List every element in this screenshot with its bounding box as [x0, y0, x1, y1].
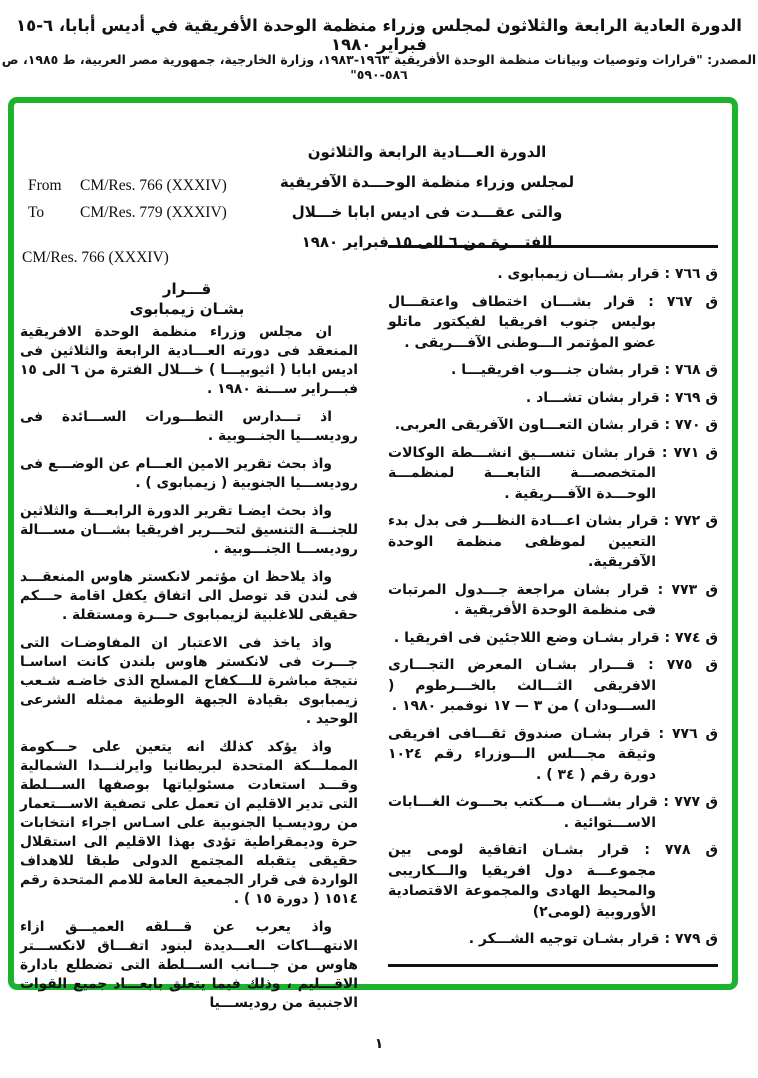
paragraph: واذ يعرب عن قـــلقه العميـــق ازاء الانتهـــاكات العـــديدة لبنود اتفـــاق لانكســـتر هاوس من جـــانب الســـلطة التى تضطلع بادارة الاقـــليم ، وذلك فيما يتعلق بابعـــاد جميع القوات الاجنبية من روديســـيا: [20, 919, 358, 1011]
session-header-line: والتى عقـــدت فى اديس ابابا خـــلال: [291, 203, 563, 221]
document-page: [14, 103, 732, 1011]
toc-item: [388, 929, 718, 950]
resolution-ref: CM/Res. 766 (XXXIV): [22, 249, 169, 266]
resolution-title-line1: قـــرار: [162, 280, 212, 298]
toc-item-number: ق ٧٧٥ :: [648, 657, 719, 673]
resolutions-items: [388, 264, 718, 950]
page-header-title: الدورة العادية الرابعة والثلاثون لمجلس وزراء منظمة الوحدة الأفريقية في أديس أبابا، ٦-١٥ فبراير ١٩٨٠: [16, 16, 742, 54]
session-header-line: الدورة العـــادية الرابعة والثلاثون: [307, 143, 547, 161]
toc-item-text: قرار بشان جنـــوب افريقيـــا .: [451, 362, 660, 378]
resolution-body: [20, 323, 358, 1022]
session-header-line: الفتـــرة من ٦ الى ١٥ فبراير ١٩٨٠: [301, 233, 553, 251]
toc-item: [388, 655, 718, 717]
toc-item-number: ق ٧٧٣ :: [657, 581, 718, 598]
toc-item-text: قرار بشـــان زيمبابوى .: [497, 266, 660, 282]
toc-item-number: ق ٧٧٢ :: [663, 513, 719, 529]
toc-item-text: قرار بشـان صندوق ثقـــافى افريقى وثيقة مجـــلس الـــوزراء رقم ١٠٢٤ دورة رقم ( ٣٤ ) .: [388, 725, 656, 783]
range-from-value: CM/Res. 766 (XXXIV): [80, 177, 227, 194]
paragraph: واذ يلاحظ ان مؤتمر لانكستر هاوس المنعقـــد فى لندن قد توصل الى اتفاق يكفل اقامة حـــكم حقيقى للاغلبية لزيمبابوى حـــرة ومستقلة .: [20, 569, 358, 623]
paragraph: واذ ياخذ فى الاعتبار ان المفاوضـات التى جـــرت فى لانكستر هاوس بلندن كانت اساسـا نتيجة مباشرة للـــكفاح المسلح الذى خاضـه شـعب زيمبابوى بقيادة الجبهة الوطنية ممثله الشرعى الوحيد .: [20, 635, 358, 727]
list-top-rule: [388, 245, 718, 248]
toc-item: [388, 580, 718, 621]
resolutions-list: [388, 245, 718, 967]
toc-item-text: قرار بشان التعـــاون الآفريقى العربى.: [394, 417, 660, 433]
toc-item-number: ق ٧٧٧ :: [663, 794, 718, 810]
toc-item: [388, 264, 718, 285]
toc-item-text: قرار بشـــان مـــكتب بحـــوث الغـــابات الاســـتوائية .: [388, 794, 658, 831]
toc-item-number: ق ٧٧٠ :: [664, 417, 718, 433]
toc-item: [388, 511, 718, 573]
toc-item: [388, 840, 718, 922]
toc-item-text: قرار بشـان اتفاقية لومى بين مجموعـــة دول افريقيا والـــكاريبى والمحيط الهادى والمجموعة الاقتصادية الأوروبية (لومى٢): [388, 842, 656, 920]
toc-item-number: ق ٧٧٤ :: [664, 629, 718, 646]
toc-item-number: ق ٧٧٩ :: [664, 931, 718, 947]
toc-item-text: قرار بشان اعـــادة النظـــر فى بدل بدء التعيين لموظفى منظمة الوحدة الآفريقية.: [388, 513, 659, 570]
toc-item-number: ق ٧٧٨ :: [644, 842, 719, 858]
toc-item: [388, 388, 718, 409]
toc-item-number: ق ٧٦٩ :: [664, 389, 718, 406]
session-header: [262, 137, 592, 257]
paragraph: واذ يؤكد كذلك انه يتعين على حـــكومة المملـــكة المتحدة لبريطانيا وايرلنـــدا الشمالية وقـــد استعادت مسئولياتها بوصفها الســـلطة التى تدير الاقليم ان تعمل على تصفية الاســـتعمار من روديسـيا الجنوبية على اسـاس اجراء انتخابات حرة وديمقراطية تؤدى بهذا الاقليم الى استقلال حقيقى يتقبله المجتمع الدولى طبقا للاهداف الواردة فى قرار الجمعية العامة للامم المتحدة رقم ١٥١٤ ( دورة ١٥ ) .: [20, 739, 358, 907]
paragraph: ان مجلس وزراء منظمة الوحدة الافريقية المنعقد فى دورته العـــادية الرابعة والثلاثين فى اديس ابابا ( اثيوبيـــا ) خـــلال الفترة من ٦ الى ١٥ فبـــراير ســـنة ١٩٨٠ .: [20, 324, 358, 397]
range-to: [28, 204, 227, 222]
toc-item-text: قرار بشان مراجعة جـــدول المرتبات فى منظمة الوحدة الأفريقية .: [388, 581, 656, 618]
range-from-label: From: [28, 177, 62, 194]
range-from: [28, 177, 227, 195]
resolution-title-line2: بشـان زيمبابوى: [129, 300, 245, 318]
session-header-line: لمجلس وزراء منظمة الوحـــدة الآفريقية: [279, 173, 575, 191]
toc-item-number: ق ٧٦٨ :: [664, 362, 718, 378]
toc-item-number: ق ٧٧١ :: [661, 444, 719, 461]
list-bottom-rule: [388, 964, 718, 967]
toc-item: [388, 792, 718, 833]
page-number: ١: [374, 1036, 384, 1052]
toc-item-text: قرار بشـــان اختطاف واعتقـــال بوليس جنوب افريقيا لفيكتور ماتلو عضو المؤتمر الـــوطنى الآفـــريقى .: [388, 293, 656, 351]
toc-item-number: ق ٧٦٧ :: [648, 293, 719, 310]
toc-item: [388, 360, 718, 381]
toc-item-number: ق ٧٦٦ :: [664, 266, 718, 282]
toc-item-text: قرار بشان تشـــاد .: [525, 389, 660, 406]
toc-item: [388, 292, 718, 354]
toc-item-text: قرار بشـان وضع اللاجئين فى افريقيا .: [393, 629, 660, 646]
toc-item: [388, 724, 718, 786]
paragraph: اذ تـــدارس التطـــورات الســـائدة فى روديســـيا الجنـــوبية .: [20, 409, 358, 444]
toc-item: [388, 443, 718, 505]
document-frame: [8, 97, 738, 1011]
resolution-title: [22, 279, 352, 319]
resolution-range: [28, 177, 227, 231]
toc-item-text: قرار بشـان توجيه الشـــكر .: [468, 931, 660, 947]
toc-item-text: قرار بشان تنســـيق انشـــطة الوكالات المتخصصـــة التابعـــة لمنظمـــة الوحـــدة الآفـــريقية .: [388, 444, 656, 502]
range-to-label: To: [28, 204, 45, 221]
toc-item-number: ق ٧٧٦ :: [658, 725, 718, 742]
paragraph: واذ بحث ايضـا تقرير الدورة الرابعـــة والثلاثين للجنـــة التنسيق لتحـــرير افريقيا بشـــان مســـالة روديســـا الجنـــوبية .: [20, 503, 358, 557]
toc-item: [388, 415, 718, 436]
range-to-value: CM/Res. 779 (XXXIV): [80, 204, 227, 221]
toc-item-text: قـــرار بشـان المعرض التجـــارى الافريقى الثـــالث بالخـــرطوم ( الســـودان ) من ٣ — ١٧ نوفمبر ١٩٨٠ .: [388, 657, 656, 714]
paragraph: واذ بحث تقرير الامين العـــام عن الوضـــع فى روديســـيا الجنوبية ( زيمبابوى ) .: [20, 456, 358, 491]
source-citation: المصدر: "قرارات وتوصيات وبيانات منظمة الوحدة الأفريقية ١٩٦٣-١٩٨٣، وزارة الخارجية، جمهورية مصر العربية، ط ١٩٨٥، ص ٥٨٦-٥٩٠": [1, 52, 757, 82]
toc-item: [388, 628, 718, 649]
